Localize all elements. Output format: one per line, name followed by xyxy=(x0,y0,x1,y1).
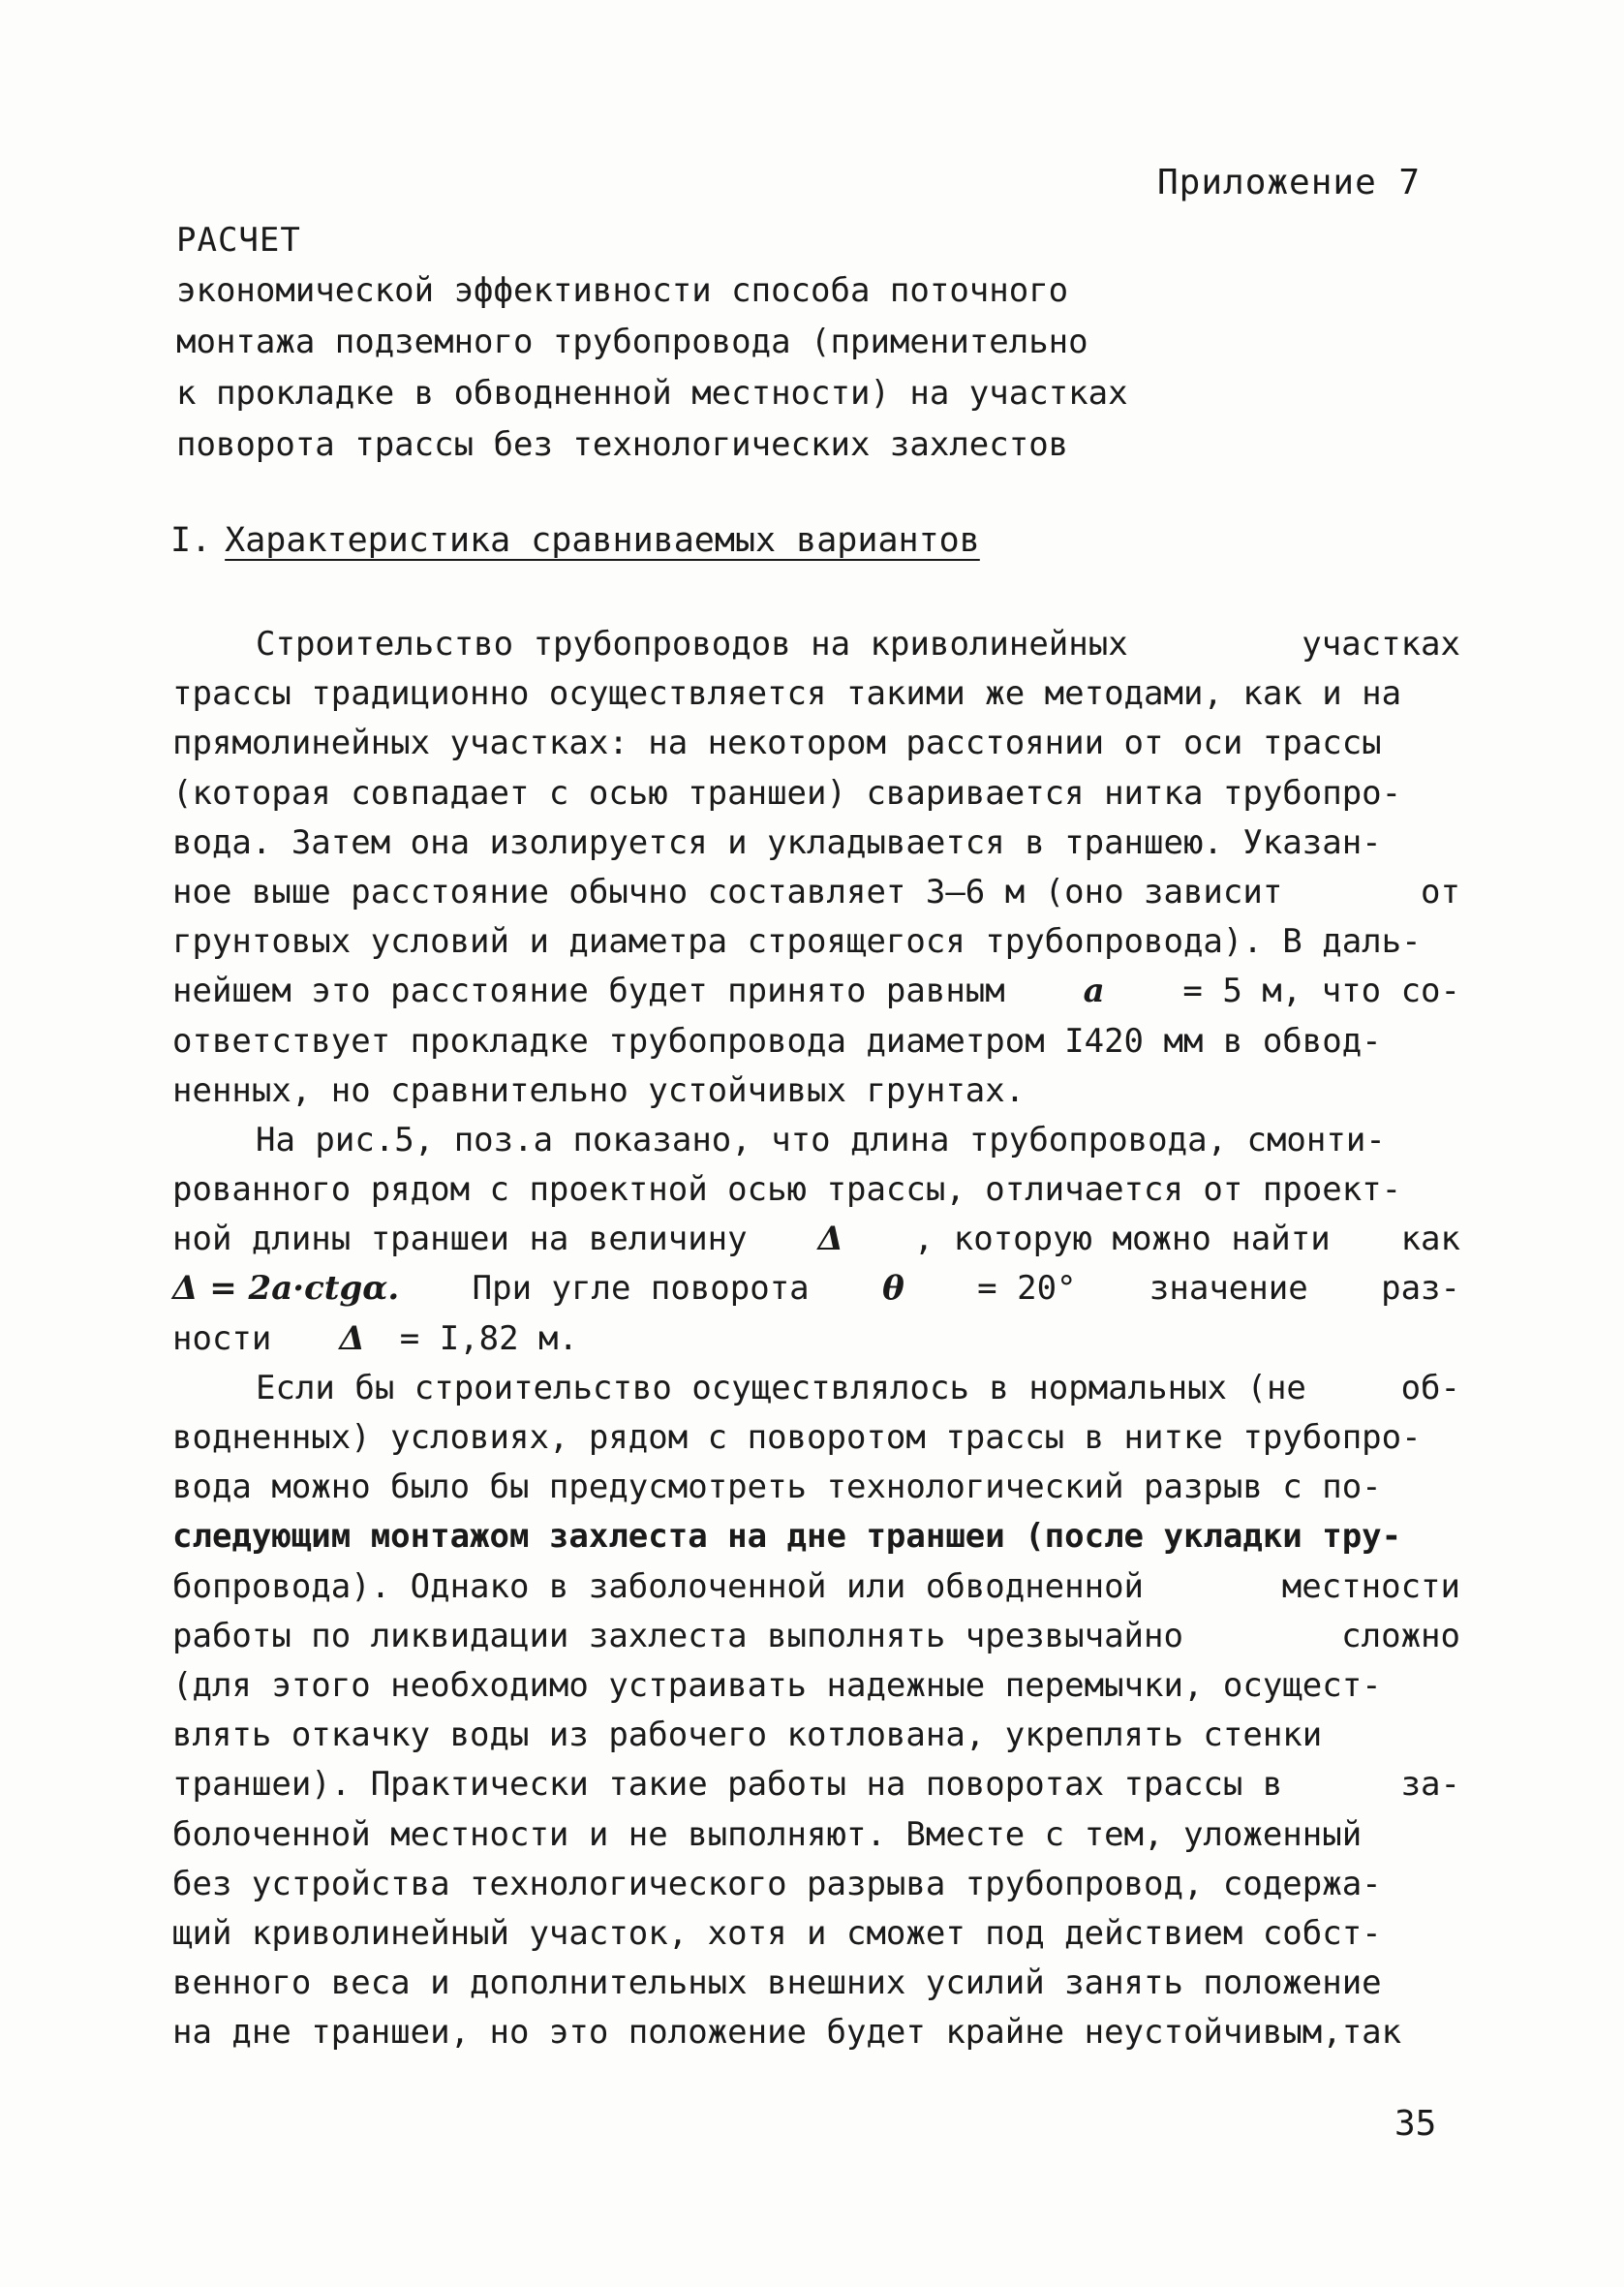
text-line: венного веса и дополнительных внешних усилий занять положение xyxy=(172,1963,1382,2003)
text-line: Δ = 2a·ctgα. При угле поворота θ = 20° значение раз- xyxy=(172,1264,1460,1313)
text-line: на дне траншеи, но это положение будет крайне неустойчивым,так xyxy=(172,2013,1402,2053)
text-line: вода можно было бы предусмотреть технологический разрыв с по- xyxy=(172,1468,1382,1507)
formula-delta: Δ = 2a·ctgα. xyxy=(172,1269,400,1309)
variable-a: a xyxy=(1083,972,1105,1011)
text-line: работы по ликвидации захлеста выполнять чрезвычайно сложно xyxy=(172,1616,1460,1655)
variable-delta: Δ xyxy=(817,1220,843,1259)
text-line: ное выше расстояние обычно составляет 3–6 м (оно зависит от xyxy=(172,872,1460,912)
variable-theta: θ xyxy=(882,1269,904,1309)
text-line: ответствует прокладке трубопровода диаметром I420 мм в обвод- xyxy=(172,1021,1382,1061)
text-line: Если бы строительство осуществлялось в нормальных (не об- xyxy=(256,1368,1460,1407)
text-line: без устройства технологического разрыва трубопровод, содержа- xyxy=(172,1864,1382,1903)
appendix-label: Приложение 7 xyxy=(1157,163,1422,202)
body-text xyxy=(172,620,1460,2057)
text-line: бопровода). Однако в заболоченной или обводненной местности xyxy=(172,1566,1460,1606)
text-line: (для этого необходимо устраивать надежные перемычки, осущест- xyxy=(172,1665,1382,1705)
text-line: ной длины траншеи на величину Δ , которую можно найти как xyxy=(172,1215,1460,1264)
title-line: поворота трассы без технологических захлестов xyxy=(176,425,1069,464)
text-line: водненных) условиях, рядом с поворотом трассы в нитке трубопро- xyxy=(172,1418,1422,1457)
page-number: 35 xyxy=(1394,2104,1437,2144)
title-line: к прокладке в обводненной местности) на участках xyxy=(176,374,1128,413)
text-line: ненных, но сравнительно устойчивых грунтах. xyxy=(172,1070,1026,1110)
title-line: экономической эффективности способа поточного xyxy=(176,271,1069,310)
text-line: (которая совпадает с осью траншеи) сваривается нитка трубопро- xyxy=(172,773,1402,813)
text-line: Строительство трубопроводов на криволинейных участках xyxy=(256,625,1460,664)
text-line: влять откачку воды из рабочего котлована, укреплять стенки xyxy=(172,1715,1323,1755)
section-number: I. xyxy=(170,521,212,560)
text-line: щий криволинейный участок, хотя и сможет под действием собст- xyxy=(172,1913,1382,1953)
document-title xyxy=(176,215,1241,471)
text-line: траншеи). Практически такие работы на поворотах трассы в за- xyxy=(172,1765,1460,1805)
section-heading xyxy=(170,515,980,566)
text-line: нейшем это расстояние будет принято равным a = 5 м, что со- xyxy=(172,967,1460,1016)
variable-delta: Δ xyxy=(339,1318,365,1358)
text-line: трассы традиционно осуществляется такими же методами, как и на xyxy=(172,674,1402,714)
text-line: прямолинейных участках: на некотором расстоянии от оси трассы xyxy=(172,724,1382,763)
text-line: вода. Затем она изолируется и укладывается в траншею. Указан- xyxy=(172,822,1382,862)
text-line: ности Δ = I,82 м. xyxy=(172,1314,1460,1364)
text-line: следующим монтажом захлеста на дне траншеи (после укладки тру- xyxy=(172,1517,1402,1557)
title-word: РАСЧЕТ xyxy=(176,221,301,260)
text-line: На рис.5, поз.а показано, что длина трубопровода, смонти- xyxy=(256,1120,1386,1159)
text-line: болоченной местности и не выполняют. Вместе с тем, уложенный xyxy=(172,1814,1363,1854)
section-title: Характеристика сравниваемых вариантов xyxy=(225,521,980,560)
text-line: рованного рядом с проектной осью трассы, отличается от проект- xyxy=(172,1170,1402,1210)
title-line: монтажа подземного трубопровода (применительно xyxy=(176,323,1088,361)
text-line: грунтовых условий и диаметра строящегося трубопровода). В даль- xyxy=(172,922,1422,962)
